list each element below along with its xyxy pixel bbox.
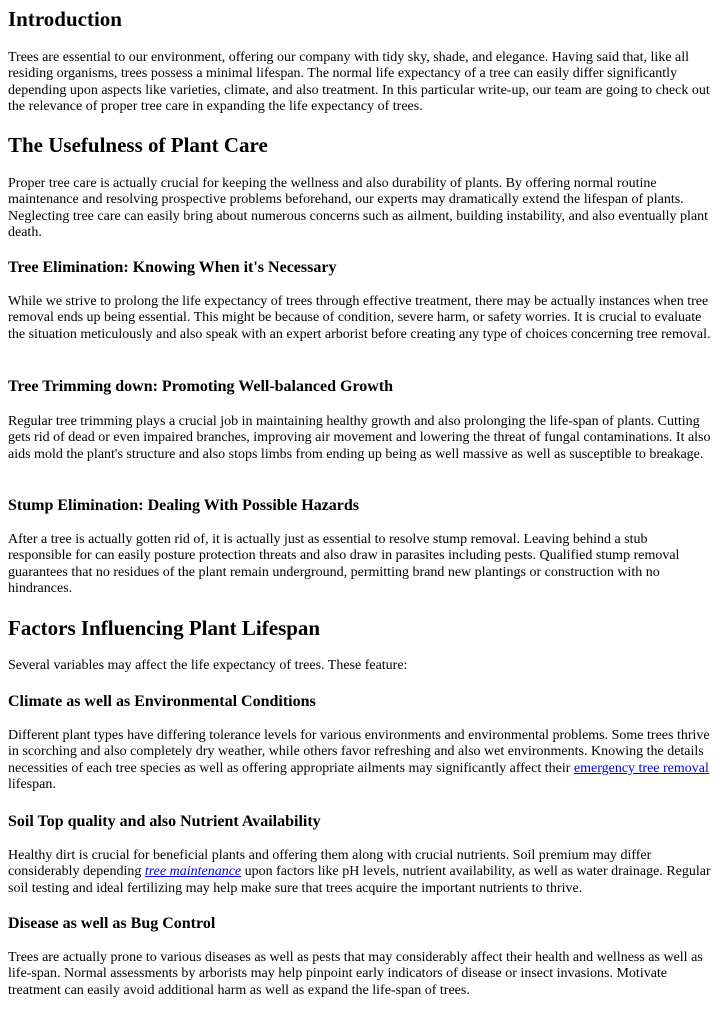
paragraph-soil [8, 848, 714, 897]
paragraph-stump-elimination: After a tree is actually gotten rid of, it is actually just as essential to resolve stump removal. Leaving behind a stub responsible for can easily posture protection threats and also draw in parasites including pests. Qualified stump removal guarantees that no residues of the plant remain underground, permitting brand new plantings or construction with no hindrances. [8, 532, 680, 597]
heading-tree-elimination: Tree Elimination: Knowing When it's Necessary [8, 259, 337, 276]
paragraph-tree-trimming: Regular tree trimming plays a crucial job in maintaining healthy growth and also prolonging the life-span of plants. Cutting gets rid of dead or even impaired branches, improving air movement and lowering the threat of fungal contaminations. It also aids mold the plant's structure and also stops limbs from ending up being as well massive as well as susceptible to breakage. [8, 414, 711, 462]
paragraph-usefulness: Proper tree care is actually crucial for keeping the wellness and also durability of plants. By offering normal routine maintenance and resolving prospective problems beforehand, our experts may dramatically extend the lifespan of plants. Neglecting tree care can easily bring about numerous concerns such as ailment, building instability, and also eventually plant death. [8, 176, 709, 241]
heading-introduction: Introduction [8, 7, 122, 31]
paragraph-disease: Trees are actually prone to various diseases as well as pests that may considerably affect their health and wellness as well as life-span. Normal assessments by arborists may help pinpoint early indicators of disease or insect invasions. Motivate treatment can easily avoid additional harm as well as expand the life-span of trees. [8, 950, 703, 998]
heading-climate: Climate as well as Environmental Conditions [8, 693, 316, 710]
heading-stump-elimination: Stump Elimination: Dealing With Possible Hazards [8, 497, 360, 514]
paragraph-tree-elimination: While we strive to prolong the life expectancy of trees through effective treatment, there may be actually instances when tree removal ends up being essential. This might be because of condition, severe harm, or safety worries. It is crucial to evaluate the situation meticulously and also speak with an expert arborist before creating any type of choices concerning tree removal. [8, 294, 711, 342]
heading-soil: Soil Top quality and also Nutrient Availability [8, 813, 321, 830]
heading-disease: Disease as well as Bug Control [8, 915, 216, 932]
paragraph-soil-text-before: Healthy dirt is crucial for beneficial plants and offering them along with crucial nutrients. Soil premium may differ considerably depending [8, 848, 652, 880]
emergency-tree-removal-link[interactable]: emergency tree removal [573, 760, 709, 776]
paragraph-soil-text-after: upon factors like pH levels, nutrient availability, as well as water drainage. Regular soil testing and ideal fertilizing may help make sure that trees acquire the important nutrients to thrive. [8, 864, 711, 896]
tree-maintenance-link[interactable]: tree maintenance [144, 864, 242, 880]
paragraph-climate-text-after: lifespan. [8, 777, 56, 793]
heading-tree-trimming: Tree Trimming down: Promoting Well-balanced Growth [8, 378, 394, 395]
heading-usefulness: The Usefulness of Plant Care [8, 133, 268, 157]
paragraph-factors: Several variables may affect the life expectancy of trees. These feature: [8, 658, 408, 673]
paragraph-introduction: Trees are essential to our environment, offering our company with tidy sky, shade, and elegance. Having said that, like all residing organisms, trees possess a minimal lifespan. The normal life expectancy of a tree can easily differ significantly depending upon aspects like varieties, climate, and also treatment. In this particular write-up, our team are going to check out the relevance of proper tree care in expanding the life expectancy of trees. [8, 50, 710, 115]
heading-factors: Factors Influencing Plant Lifespan [8, 616, 321, 640]
paragraph-climate-text-before: Different plant types have differing tolerance levels for various environments and environmental problems. Some trees thrive in scorching and also completely dry weather, while others favor refreshing and also wet environments. Knowing the details necessities of each tree species as well as offering appropriate ailments may significantly affect their [8, 728, 710, 776]
paragraph-climate [8, 728, 714, 794]
